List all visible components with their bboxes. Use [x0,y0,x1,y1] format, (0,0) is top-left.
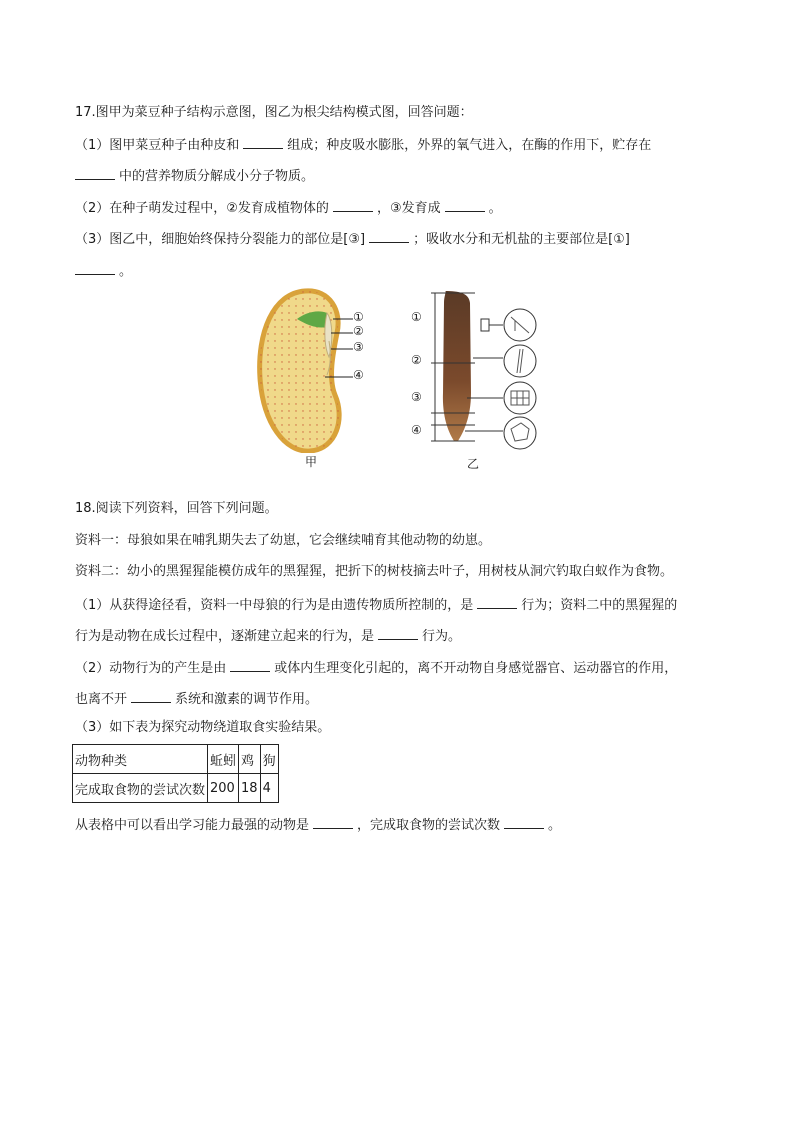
text: ；吸收水分和无机盐的主要部位是[①] [413,232,630,247]
text: ，③发育成 [376,201,441,216]
q18-stem: 18.阅读下列资料，回答下列问题。 [75,501,278,516]
q18-part2-line1 [75,658,677,678]
q18-last-line [75,815,561,835]
q18-part3: （3）如下表为探究动物绕道取食实验结果。 [75,720,331,735]
text: 。 [548,818,562,833]
text: （1）从获得途径看，资料一中母狼的行为是由遗传物质所控制的，是 [75,598,474,613]
q17-part1-line1 [75,135,651,155]
q18-material-2: 资料二：幼小的黑猩猩能模仿成年的黑猩猩，把折下的树枝摘去叶子，用树枝从洞穴钓取白蚁作为食物。 [75,564,674,579]
q17-part3-line1 [75,229,630,249]
root-label-3: ③ [411,390,422,404]
table-row [73,774,279,803]
seed-label-4: ④ [353,368,364,382]
answer-blank[interactable] [230,658,270,672]
q17-part3-line2 [75,261,132,281]
text: （3）图乙中，细胞始终保持分裂能力的部位是[③] [75,232,366,247]
table-cell: 动物种类 [73,745,208,774]
text: 行为是动物在成长过程中，逐渐建立起来的行为，是 [75,629,375,644]
root-label-4: ④ [411,423,422,437]
figure-caption-b: 乙 [467,457,480,471]
seed-label-3: ③ [353,340,364,354]
q18-part1-line2 [75,626,461,646]
text: 行为。 [422,629,462,644]
table-cell: 4 [260,774,278,803]
q18-material-1: 资料一：母狼如果在哺乳期失去了幼崽，它会继续哺育其他动物的幼崽。 [75,533,492,548]
table-cell: 鸡 [239,745,261,774]
figure-drawing [245,283,555,453]
text: 。 [488,201,502,216]
answer-blank[interactable] [445,198,485,212]
table-cell: 200 [208,774,239,803]
text: 中的营养物质分解成小分子物质。 [119,169,315,184]
answer-blank[interactable] [243,135,283,149]
bean-seed-diagram [260,291,353,451]
table-cell: 蚯蚓 [208,745,239,774]
table-cell: 18 [239,774,261,803]
text: 也离不开 [75,692,128,707]
q17-part1-line2 [75,166,314,186]
table-cell: 狗 [260,745,278,774]
text: （2）动物行为的产生是由 [75,661,227,676]
seed-label-2: ② [353,324,364,338]
table-row [73,745,279,774]
root-label-2: ② [411,353,422,367]
text: 。 [119,264,133,279]
answer-blank[interactable] [313,815,353,829]
text: ，完成取食物的尝试次数 [357,818,501,833]
text: （1）图甲菜豆种子由种皮和 [75,138,240,153]
answer-blank[interactable] [504,815,544,829]
text: 或体内生理变化引起的，离不开动物自身感觉器官、运动器官的作用， [274,661,678,676]
answer-blank[interactable] [333,198,373,212]
answer-blank[interactable] [378,626,418,640]
answer-blank[interactable] [75,261,115,275]
q18-part2-line2 [75,689,318,709]
q18-part1-line1 [75,595,677,615]
seed-label-1: ① [353,310,364,324]
text: 从表格中可以看出学习能力最强的动物是 [75,818,310,833]
answer-blank[interactable] [477,595,517,609]
text: 行为；资料二中的黑猩猩的 [521,598,678,613]
figure-seed-and-root [245,283,555,473]
experiment-table [72,744,279,803]
root-label-1: ① [411,310,422,324]
text: （2）在种子萌发过程中，②发育成植物体的 [75,201,329,216]
answer-blank[interactable] [131,689,171,703]
q17-part2 [75,198,502,218]
q17-stem: 17.图甲为菜豆种子结构示意图，图乙为根尖结构模式图，回答问题： [75,105,473,120]
figure-caption-a: 甲 [305,455,318,469]
table-cell: 完成取食物的尝试次数 [73,774,208,803]
answer-blank[interactable] [75,166,115,180]
text: 组成；种皮吸水膨胀，外界的氧气进入，在酶的作用下，贮存在 [287,138,652,153]
answer-blank[interactable] [369,229,409,243]
text: 系统和激素的调节作用。 [175,692,319,707]
root-tip-diagram [431,291,536,449]
